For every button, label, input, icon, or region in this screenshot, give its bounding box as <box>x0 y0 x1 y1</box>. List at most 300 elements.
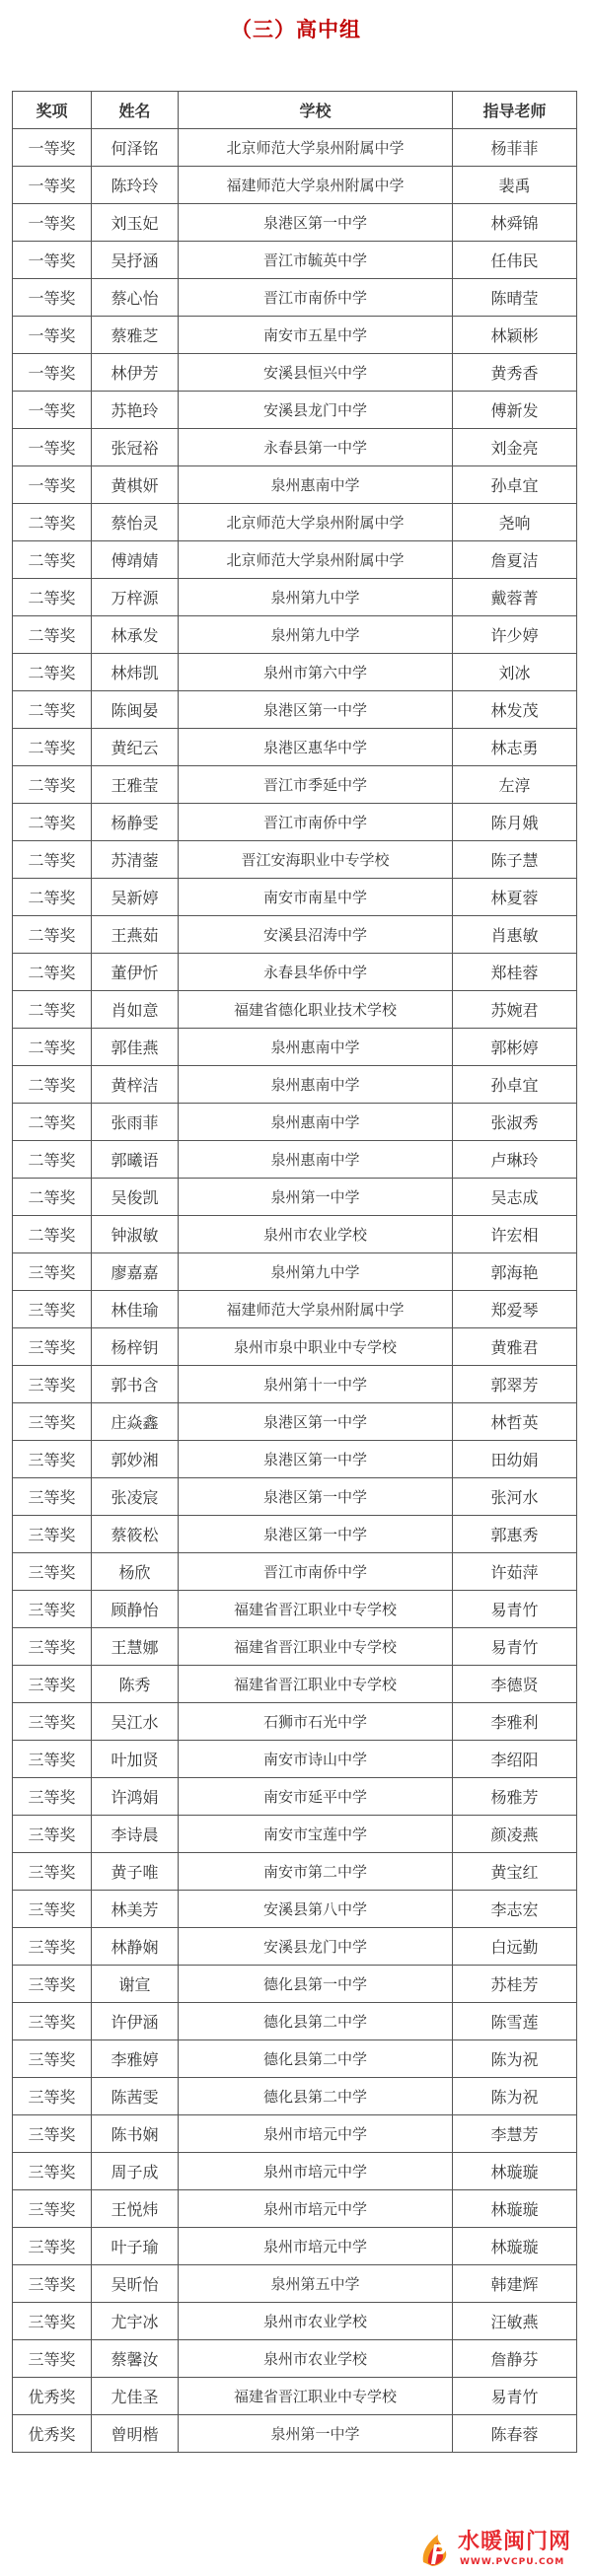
table-row <box>13 1403 577 1441</box>
table-row <box>13 1928 577 1966</box>
cell-name: 苏清蓥 <box>92 841 179 879</box>
table-row <box>13 1029 577 1066</box>
watermark-title: 水暖闽门网 <box>458 2530 572 2554</box>
cell-teacher: 韩建辉 <box>453 2265 577 2303</box>
table-row <box>13 729 577 766</box>
cell-award: 三等奖 <box>13 1853 92 1891</box>
table-row <box>13 2378 577 2415</box>
cell-teacher: 许少婷 <box>453 616 577 654</box>
cell-teacher: 白远勤 <box>453 1928 577 1966</box>
cell-teacher: 易青竹 <box>453 1628 577 1666</box>
table-row <box>13 1628 577 1666</box>
cell-teacher: 林舜锦 <box>453 204 577 242</box>
cell-teacher: 陈春蓉 <box>453 2415 577 2453</box>
cell-school: 南安市南星中学 <box>179 879 453 916</box>
cell-school: 泉州第五中学 <box>179 2265 453 2303</box>
cell-name: 庄焱鑫 <box>92 1403 179 1441</box>
cell-award: 二等奖 <box>13 654 92 691</box>
table-row <box>13 2415 577 2453</box>
header-name: 姓名 <box>92 92 179 129</box>
table-row <box>13 691 577 729</box>
cell-name: 陈茜雯 <box>92 2078 179 2115</box>
cell-teacher: 黄秀香 <box>453 354 577 392</box>
cell-name: 尤宇冰 <box>92 2303 179 2340</box>
table-row <box>13 2040 577 2078</box>
table-row <box>13 1853 577 1891</box>
table-row <box>13 1741 577 1778</box>
cell-name: 张雨菲 <box>92 1104 179 1141</box>
cell-award: 二等奖 <box>13 579 92 616</box>
cell-school: 北京师范大学泉州附属中学 <box>179 129 453 167</box>
cell-school: 安溪县龙门中学 <box>179 392 453 429</box>
table-row <box>13 129 577 167</box>
cell-teacher: 林颖彬 <box>453 317 577 354</box>
cell-name: 顾静怡 <box>92 1591 179 1628</box>
cell-name: 林美芳 <box>92 1891 179 1928</box>
table-row <box>13 1104 577 1141</box>
cell-school: 泉州市农业学校 <box>179 2303 453 2340</box>
cell-teacher: 郭惠秀 <box>453 1516 577 1553</box>
cell-award: 一等奖 <box>13 279 92 317</box>
cell-teacher: 张淑秀 <box>453 1104 577 1141</box>
cell-teacher: 詹静芬 <box>453 2340 577 2378</box>
table-row <box>13 2190 577 2228</box>
cell-school: 泉州惠南中学 <box>179 466 453 504</box>
table-row <box>13 504 577 541</box>
cell-name: 谢宣 <box>92 1966 179 2003</box>
table-row <box>13 1216 577 1253</box>
cell-teacher: 郭翠芳 <box>453 1366 577 1403</box>
cell-teacher: 陈为祝 <box>453 2078 577 2115</box>
table-row <box>13 242 577 279</box>
cell-school: 晋江市季延中学 <box>179 766 453 804</box>
cell-teacher: 林璇璇 <box>453 2228 577 2265</box>
cell-teacher: 田幼娟 <box>453 1441 577 1478</box>
table-row <box>13 429 577 466</box>
cell-name: 林佳瑜 <box>92 1291 179 1328</box>
table-row <box>13 167 577 204</box>
table-row <box>13 1553 577 1591</box>
cell-school: 泉港区第一中学 <box>179 691 453 729</box>
cell-award: 三等奖 <box>13 2040 92 2078</box>
cell-name: 蔡心怡 <box>92 279 179 317</box>
cell-award: 三等奖 <box>13 1966 92 2003</box>
cell-teacher: 李志宏 <box>453 1891 577 1928</box>
header-school: 学校 <box>179 92 453 129</box>
cell-award: 二等奖 <box>13 1179 92 1216</box>
cell-school: 福建省晋江职业中专学校 <box>179 1628 453 1666</box>
cell-teacher: 卢琳玲 <box>453 1141 577 1179</box>
cell-teacher: 许茹萍 <box>453 1553 577 1591</box>
watermark-url: WWW.PVCPU.COM <box>460 2557 565 2567</box>
cell-name: 李雅婷 <box>92 2040 179 2078</box>
table-row <box>13 991 577 1029</box>
cell-name: 郭佳燕 <box>92 1029 179 1066</box>
cell-name: 李诗晨 <box>92 1816 179 1853</box>
cell-school: 泉港区第一中学 <box>179 1516 453 1553</box>
cell-teacher: 林璇璇 <box>453 2190 577 2228</box>
table-row <box>13 2228 577 2265</box>
cell-award: 一等奖 <box>13 466 92 504</box>
cell-school: 泉港区第一中学 <box>179 204 453 242</box>
cell-name: 吴抒涵 <box>92 242 179 279</box>
cell-school: 永春县第一中学 <box>179 429 453 466</box>
table-row <box>13 317 577 354</box>
cell-school: 安溪县恒兴中学 <box>179 354 453 392</box>
cell-school: 南安市延平中学 <box>179 1778 453 1816</box>
table-row <box>13 579 577 616</box>
cell-school: 德化县第二中学 <box>179 2003 453 2040</box>
cell-name: 王慧娜 <box>92 1628 179 1666</box>
cell-school: 泉州第九中学 <box>179 579 453 616</box>
cell-award: 二等奖 <box>13 616 92 654</box>
cell-award: 三等奖 <box>13 1741 92 1778</box>
table-row <box>13 841 577 879</box>
cell-award: 优秀奖 <box>13 2415 92 2453</box>
table-row <box>13 1441 577 1478</box>
cell-school: 晋江安海职业中专学校 <box>179 841 453 879</box>
table-row <box>13 1141 577 1179</box>
cell-name: 陈闽晏 <box>92 691 179 729</box>
table-row <box>13 1891 577 1928</box>
cell-school: 安溪县沼涛中学 <box>179 916 453 954</box>
cell-teacher: 苏桂芳 <box>453 1966 577 2003</box>
page-title: （三）高中组 <box>231 18 361 41</box>
cell-school: 福建省晋江职业中专学校 <box>179 2378 453 2415</box>
cell-school: 福建师范大学泉州附属中学 <box>179 167 453 204</box>
cell-name: 林伊芳 <box>92 354 179 392</box>
cell-name: 肖如意 <box>92 991 179 1029</box>
table-row <box>13 204 577 242</box>
table-row <box>13 766 577 804</box>
table-row <box>13 466 577 504</box>
cell-award: 一等奖 <box>13 167 92 204</box>
table-row <box>13 1591 577 1628</box>
cell-school: 安溪县第八中学 <box>179 1891 453 1928</box>
cell-school: 福建省德化职业技术学校 <box>179 991 453 1029</box>
cell-name: 曾明楷 <box>92 2415 179 2453</box>
site-watermark <box>416 2529 586 2572</box>
cell-award: 三等奖 <box>13 2115 92 2153</box>
cell-award: 三等奖 <box>13 1553 92 1591</box>
cell-award: 优秀奖 <box>13 2378 92 2415</box>
cell-award: 二等奖 <box>13 504 92 541</box>
cell-teacher: 郭彬婷 <box>453 1029 577 1066</box>
cell-teacher: 李雅利 <box>453 1703 577 1741</box>
cell-teacher: 林哲英 <box>453 1403 577 1441</box>
cell-name: 许鸿娟 <box>92 1778 179 1816</box>
table-row <box>13 1328 577 1366</box>
cell-school: 永春县华侨中学 <box>179 954 453 991</box>
cell-award: 三等奖 <box>13 1778 92 1816</box>
cell-teacher: 陈子慧 <box>453 841 577 879</box>
cell-teacher: 颜凌燕 <box>453 1816 577 1853</box>
cell-name: 王雅莹 <box>92 766 179 804</box>
cell-teacher: 孙卓宜 <box>453 1066 577 1104</box>
table-row <box>13 1291 577 1328</box>
cell-award: 三等奖 <box>13 1441 92 1478</box>
cell-school: 晋江市南侨中学 <box>179 804 453 841</box>
cell-award: 二等奖 <box>13 1104 92 1141</box>
table-row <box>13 392 577 429</box>
cell-name: 苏艳玲 <box>92 392 179 429</box>
cell-name: 杨欣 <box>92 1553 179 1591</box>
cell-teacher: 陈雪莲 <box>453 2003 577 2040</box>
cell-school: 晋江市南侨中学 <box>179 279 453 317</box>
cell-name: 叶加贤 <box>92 1741 179 1778</box>
cell-school: 泉州第一中学 <box>179 2415 453 2453</box>
cell-teacher: 杨菲菲 <box>453 129 577 167</box>
cell-name: 王悦炜 <box>92 2190 179 2228</box>
cell-teacher: 李德贤 <box>453 1666 577 1703</box>
header-teacher: 指导老师 <box>453 92 577 129</box>
cell-school: 泉州惠南中学 <box>179 1104 453 1141</box>
table-row <box>13 1816 577 1853</box>
table-row <box>13 1516 577 1553</box>
cell-teacher: 左淳 <box>453 766 577 804</box>
cell-name: 蔡馨汝 <box>92 2340 179 2378</box>
cell-teacher: 刘金亮 <box>453 429 577 466</box>
cell-teacher: 傅新发 <box>453 392 577 429</box>
cell-award: 三等奖 <box>13 2078 92 2115</box>
cell-school: 泉港区第一中学 <box>179 1441 453 1478</box>
cell-award: 三等奖 <box>13 1628 92 1666</box>
table-row <box>13 2003 577 2040</box>
cell-name: 郭妙湘 <box>92 1441 179 1478</box>
table-row <box>13 1366 577 1403</box>
cell-name: 董伊忻 <box>92 954 179 991</box>
table-row <box>13 616 577 654</box>
cell-award: 一等奖 <box>13 204 92 242</box>
table-row <box>13 2303 577 2340</box>
cell-name: 吴新婷 <box>92 879 179 916</box>
cell-teacher: 郭海艳 <box>453 1253 577 1291</box>
cell-name: 蔡雅芝 <box>92 317 179 354</box>
cell-teacher: 李绍阳 <box>453 1741 577 1778</box>
cell-school: 泉州第十一中学 <box>179 1366 453 1403</box>
cell-award: 三等奖 <box>13 1666 92 1703</box>
table-row <box>13 1966 577 2003</box>
cell-name: 张凌宸 <box>92 1478 179 1516</box>
award-table <box>12 91 577 2453</box>
cell-name: 蔡怡灵 <box>92 504 179 541</box>
cell-school: 石狮市石光中学 <box>179 1703 453 1741</box>
cell-award: 二等奖 <box>13 766 92 804</box>
cell-school: 晋江市毓英中学 <box>179 242 453 279</box>
cell-award: 三等奖 <box>13 2228 92 2265</box>
cell-award: 二等奖 <box>13 1066 92 1104</box>
cell-teacher: 许宏相 <box>453 1216 577 1253</box>
cell-name: 杨梓钥 <box>92 1328 179 1366</box>
cell-teacher: 黄雅君 <box>453 1328 577 1366</box>
cell-name: 林静娴 <box>92 1928 179 1966</box>
cell-award: 一等奖 <box>13 242 92 279</box>
cell-teacher: 李慧芳 <box>453 2115 577 2153</box>
cell-school: 泉州市培元中学 <box>179 2228 453 2265</box>
cell-teacher: 杨雅芳 <box>453 1778 577 1816</box>
cell-school: 泉港区惠华中学 <box>179 729 453 766</box>
cell-teacher: 张河水 <box>453 1478 577 1516</box>
cell-name: 蔡筱松 <box>92 1516 179 1553</box>
cell-award: 二等奖 <box>13 841 92 879</box>
cell-school: 泉州市第六中学 <box>179 654 453 691</box>
cell-name: 黄子唯 <box>92 1853 179 1891</box>
cell-award: 二等奖 <box>13 1141 92 1179</box>
cell-award: 一等奖 <box>13 317 92 354</box>
cell-school: 德化县第二中学 <box>179 2078 453 2115</box>
cell-teacher: 郑爱琴 <box>453 1291 577 1328</box>
cell-name: 张冠裕 <box>92 429 179 466</box>
cell-teacher: 易青竹 <box>453 1591 577 1628</box>
cell-teacher: 苏婉君 <box>453 991 577 1029</box>
table-row <box>13 2153 577 2190</box>
cell-name: 陈玲玲 <box>92 167 179 204</box>
cell-name: 钟淑敏 <box>92 1216 179 1253</box>
table-row <box>13 2078 577 2115</box>
cell-award: 一等奖 <box>13 354 92 392</box>
cell-school: 泉州惠南中学 <box>179 1066 453 1104</box>
cell-school: 泉州第九中学 <box>179 616 453 654</box>
cell-award: 三等奖 <box>13 1816 92 1853</box>
table-row <box>13 541 577 579</box>
table-row <box>13 1778 577 1816</box>
cell-award: 二等奖 <box>13 1216 92 1253</box>
table-row <box>13 279 577 317</box>
cell-teacher: 林璇璇 <box>453 2153 577 2190</box>
cell-teacher: 戴蓉菁 <box>453 579 577 616</box>
cell-teacher: 尧响 <box>453 504 577 541</box>
table-body <box>13 129 577 2453</box>
table-row <box>13 1179 577 1216</box>
cell-school: 泉州市培元中学 <box>179 2190 453 2228</box>
cell-name: 陈书娴 <box>92 2115 179 2153</box>
cell-school: 泉州惠南中学 <box>179 1029 453 1066</box>
cell-school: 北京师范大学泉州附属中学 <box>179 504 453 541</box>
cell-name: 吴江水 <box>92 1703 179 1741</box>
cell-teacher: 郑桂蓉 <box>453 954 577 991</box>
cell-award: 三等奖 <box>13 2340 92 2378</box>
cell-name: 杨静雯 <box>92 804 179 841</box>
cell-name: 王燕茹 <box>92 916 179 954</box>
cell-school: 北京师范大学泉州附属中学 <box>179 541 453 579</box>
cell-school: 泉港区第一中学 <box>179 1403 453 1441</box>
cell-award: 三等奖 <box>13 2190 92 2228</box>
cell-award: 二等奖 <box>13 954 92 991</box>
cell-award: 二等奖 <box>13 1029 92 1066</box>
cell-award: 一等奖 <box>13 392 92 429</box>
cell-award: 三等奖 <box>13 1928 92 1966</box>
cell-name: 周子成 <box>92 2153 179 2190</box>
cell-teacher: 陈月娥 <box>453 804 577 841</box>
cell-name: 吴俊凯 <box>92 1179 179 1216</box>
cell-award: 三等奖 <box>13 1253 92 1291</box>
cell-award: 一等奖 <box>13 429 92 466</box>
cell-school: 泉州第九中学 <box>179 1253 453 1291</box>
table-row <box>13 2115 577 2153</box>
flame-p-logo-icon <box>416 2531 456 2570</box>
cell-teacher: 陈晴莹 <box>453 279 577 317</box>
cell-award: 三等奖 <box>13 1891 92 1928</box>
cell-name: 刘玉妃 <box>92 204 179 242</box>
cell-award: 二等奖 <box>13 804 92 841</box>
cell-award: 三等奖 <box>13 1366 92 1403</box>
cell-name: 陈秀 <box>92 1666 179 1703</box>
cell-school: 泉州第一中学 <box>179 1179 453 1216</box>
table-row <box>13 804 577 841</box>
cell-award: 二等奖 <box>13 991 92 1029</box>
cell-school: 安溪县龙门中学 <box>179 1928 453 1966</box>
cell-teacher: 易青竹 <box>453 2378 577 2415</box>
cell-school: 南安市五星中学 <box>179 317 453 354</box>
table-header <box>13 92 577 129</box>
cell-award: 二等奖 <box>13 879 92 916</box>
cell-teacher: 汪敏燕 <box>453 2303 577 2340</box>
cell-award: 二等奖 <box>13 916 92 954</box>
table-row <box>13 2340 577 2378</box>
table-row <box>13 954 577 991</box>
cell-award: 三等奖 <box>13 1328 92 1366</box>
cell-school: 泉州市泉中职业中专学校 <box>179 1328 453 1366</box>
cell-award: 二等奖 <box>13 541 92 579</box>
cell-award: 三等奖 <box>13 2153 92 2190</box>
cell-school: 南安市第二中学 <box>179 1853 453 1891</box>
table-row <box>13 1478 577 1516</box>
cell-name: 黄梓洁 <box>92 1066 179 1104</box>
cell-school: 泉州市农业学校 <box>179 2340 453 2378</box>
cell-award: 三等奖 <box>13 2303 92 2340</box>
table-row <box>13 879 577 916</box>
cell-award: 三等奖 <box>13 1478 92 1516</box>
cell-school: 泉州惠南中学 <box>179 1141 453 1179</box>
cell-award: 三等奖 <box>13 1291 92 1328</box>
cell-name: 林炜凯 <box>92 654 179 691</box>
cell-name: 廖嘉嘉 <box>92 1253 179 1291</box>
cell-name: 林承发 <box>92 616 179 654</box>
table-row <box>13 916 577 954</box>
table-row <box>13 1253 577 1291</box>
cell-teacher: 陈为祝 <box>453 2040 577 2078</box>
cell-school: 德化县第一中学 <box>179 1966 453 2003</box>
cell-name: 黄纪云 <box>92 729 179 766</box>
cell-name: 叶子瑜 <box>92 2228 179 2265</box>
table-row <box>13 354 577 392</box>
cell-teacher: 肖惠敏 <box>453 916 577 954</box>
table-row <box>13 654 577 691</box>
cell-school: 福建省晋江职业中专学校 <box>179 1591 453 1628</box>
header-row <box>13 92 577 129</box>
cell-school: 德化县第二中学 <box>179 2040 453 2078</box>
cell-school: 泉州市培元中学 <box>179 2153 453 2190</box>
cell-name: 尤佳圣 <box>92 2378 179 2415</box>
cell-teacher: 黄宝红 <box>453 1853 577 1891</box>
cell-teacher: 吴志成 <box>453 1179 577 1216</box>
cell-school: 福建师范大学泉州附属中学 <box>179 1291 453 1328</box>
table-row <box>13 1666 577 1703</box>
cell-teacher: 刘冰 <box>453 654 577 691</box>
cell-name: 吴昕怡 <box>92 2265 179 2303</box>
cell-award: 三等奖 <box>13 1516 92 1553</box>
cell-name: 何泽铭 <box>92 129 179 167</box>
cell-school: 福建省晋江职业中专学校 <box>179 1666 453 1703</box>
cell-name: 傅靖婧 <box>92 541 179 579</box>
cell-teacher: 詹夏洁 <box>453 541 577 579</box>
cell-teacher: 林夏蓉 <box>453 879 577 916</box>
cell-teacher: 任伟民 <box>453 242 577 279</box>
cell-name: 郭书含 <box>92 1366 179 1403</box>
cell-award: 三等奖 <box>13 1591 92 1628</box>
cell-award: 三等奖 <box>13 1703 92 1741</box>
table-row <box>13 2265 577 2303</box>
